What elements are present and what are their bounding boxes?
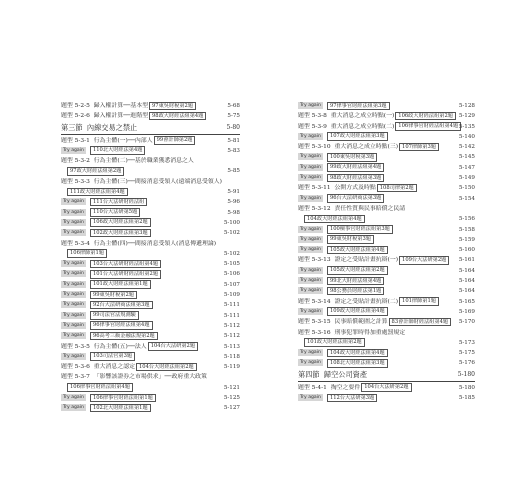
- topic-number: 題型 5-3-1: [61, 137, 90, 144]
- topic-title: 行為主體(一)──內部人: [93, 137, 153, 144]
- page-number: 5-175: [458, 350, 475, 357]
- topic-number: 題型 5-4-1: [298, 384, 327, 391]
- topic-number: 題型 5-3-10: [298, 144, 331, 151]
- entry-body: [61, 280, 151, 290]
- topic-number: 題型 5-3-16: [298, 329, 331, 336]
- entry-body: [61, 111, 206, 121]
- try-again-entry[interactable]: [298, 214, 475, 224]
- entry-body: [61, 177, 222, 187]
- section-number: 第四節: [298, 369, 320, 379]
- section-heading[interactable]: [298, 369, 475, 382]
- try-again-tag: Try again: [300, 350, 321, 356]
- page-number: 5-100: [223, 219, 240, 226]
- toc-entry[interactable]: [61, 101, 240, 111]
- section-title: 歸空公司資產: [323, 369, 368, 379]
- try-again-entry[interactable]: [61, 403, 240, 413]
- page-number: 5-160: [458, 247, 475, 254]
- topic-title: 民事賠償範圍之計算: [334, 319, 388, 326]
- exam-source-box: 104政大財經法組第4題: [327, 349, 388, 358]
- toc-entry[interactable]: [298, 204, 475, 214]
- exam-source-box: 112台大法研第3題: [327, 394, 377, 403]
- try-again-tag: Try again: [63, 302, 84, 308]
- entry-body: [61, 321, 153, 331]
- toc-entry[interactable]: [61, 372, 240, 382]
- page-number: 5-159: [458, 236, 475, 243]
- try-again-tag: Try again: [63, 219, 84, 225]
- page-number: 5-109: [223, 292, 240, 299]
- toc-entry[interactable]: [61, 177, 240, 187]
- page-number: 5-180: [458, 384, 475, 391]
- page-number: 5-68: [227, 103, 240, 109]
- topic-title: 證定之受貼計畫抗辯(二): [334, 298, 399, 305]
- topic-number: 題型 5-3-3: [61, 178, 90, 185]
- try-again-tag: Try again: [300, 267, 321, 273]
- try-again-entry[interactable]: [61, 290, 240, 300]
- exam-source-box: 83會計師財經法組第4題: [389, 318, 452, 327]
- entry-body: [61, 228, 151, 238]
- entry-body: [298, 163, 384, 173]
- exam-source-box: 111台大法研財經法組: [90, 198, 147, 207]
- page-number: 5-102: [223, 230, 240, 237]
- try-again-entry[interactable]: [298, 101, 475, 111]
- entry-body: [298, 142, 439, 152]
- try-again-entry[interactable]: [298, 307, 475, 317]
- entry-body: [298, 393, 377, 403]
- entry-body: [298, 122, 461, 132]
- try-again-tag: Try again: [63, 405, 84, 411]
- entry-body: [61, 101, 196, 111]
- page-number: 5-112: [223, 333, 240, 340]
- page-number: 5-107: [223, 281, 240, 288]
- topic-number: 題型 5-2-5: [61, 103, 90, 109]
- topic-title: 行為主體(四)──間接消息受領人(消息傳遞理論): [93, 240, 217, 247]
- try-again-entry[interactable]: [61, 300, 240, 310]
- try-again-tag: Try again: [63, 271, 84, 277]
- try-again-entry[interactable]: [298, 358, 475, 368]
- entry-body: [298, 173, 384, 183]
- page-number: 5-164: [458, 267, 475, 274]
- try-again-entry[interactable]: [61, 331, 240, 341]
- page-number: 5-129: [458, 113, 475, 120]
- try-again-entry[interactable]: [61, 228, 240, 238]
- entry-body: [298, 348, 388, 358]
- exam-source-box: 106律師第1題: [67, 249, 107, 258]
- page-number: 5-164: [458, 288, 475, 295]
- entry-body: [61, 300, 153, 310]
- page-number: 5-170: [458, 319, 475, 326]
- page-number: 5-140: [458, 133, 475, 140]
- toc-entry[interactable]: [298, 142, 475, 152]
- exam-source-box: 99司法官法規測驗: [90, 311, 139, 320]
- topic-number: 題型 5-3-12: [298, 205, 331, 212]
- try-again-entry[interactable]: [61, 187, 240, 197]
- try-again-tag: Try again: [300, 278, 321, 284]
- toc-entry[interactable]: [61, 111, 240, 121]
- try-again-tag: Try again: [63, 292, 84, 298]
- try-again-tag: Try again: [300, 195, 321, 201]
- try-again-entry[interactable]: [298, 338, 475, 348]
- exam-source-box: 99北大財經法組第4題: [327, 277, 384, 286]
- exam-source-box: 99東吳財稅第2題: [90, 291, 137, 300]
- topic-title: 證定之受貼計畫抗辯(一): [334, 257, 399, 264]
- exam-source-box: 100東吳財稅第3題: [327, 153, 377, 162]
- exam-source-box: 98政大財經法組第4題: [149, 112, 206, 121]
- topic-number: 題型 5-3-14: [298, 298, 331, 305]
- entry-body: [61, 393, 156, 403]
- exam-source-box: 104台大法研第2題: [361, 383, 411, 392]
- exam-source-box: 100檢事官財經法組第3題: [327, 225, 393, 234]
- exam-source-box: 99會計師第2題: [154, 136, 196, 145]
- exam-source-box: 110北大財經法第4題: [90, 146, 146, 155]
- toc-entry[interactable]: [298, 383, 475, 393]
- try-again-tag: Try again: [300, 103, 321, 108]
- topic-number: 題型 5-3-9: [298, 123, 327, 130]
- page-number: 5-154: [458, 195, 475, 202]
- entry-body: [304, 214, 365, 224]
- try-again-tag: Try again: [300, 226, 321, 232]
- exam-source-box: 108北大財經法組第3題: [327, 359, 388, 368]
- exam-source-box: 106律事官財經法組第4題: [395, 122, 461, 131]
- topic-title: 掏空之要件: [330, 384, 361, 391]
- exam-source-box: 102政大財經法組第3題: [90, 229, 151, 238]
- entry-body: [67, 249, 107, 259]
- topic-number: 題型 5-3-7: [61, 374, 90, 381]
- try-again-entry[interactable]: [61, 393, 240, 403]
- try-again-tag: Try again: [300, 247, 321, 253]
- try-again-entry[interactable]: [61, 352, 240, 362]
- toc-entry[interactable]: [61, 136, 240, 146]
- page-number: 5-80: [226, 123, 240, 131]
- exam-source-box: 104台大財經法組第2題: [136, 363, 197, 372]
- topic-number: 題型 5-3-15: [298, 319, 331, 326]
- entry-body: [298, 183, 417, 193]
- page-number: 5-75: [227, 113, 240, 120]
- page-number: 5-91: [227, 189, 240, 196]
- topic-title: 公開方式及時點: [334, 185, 376, 192]
- entry-body: [298, 255, 449, 265]
- try-again-entry[interactable]: [298, 173, 475, 183]
- page-number: 5-111: [223, 312, 240, 319]
- page-number: 5-127: [223, 405, 240, 412]
- entry-body: [298, 286, 384, 296]
- page-number: 5-142: [458, 144, 475, 151]
- entry-body: [298, 194, 384, 204]
- topic-number: 題型 5-3-13: [298, 257, 331, 264]
- entry-body: [61, 197, 147, 207]
- entry-body: [61, 218, 151, 228]
- entry-body: [298, 132, 388, 142]
- try-again-entry[interactable]: [61, 259, 240, 269]
- entry-body: [298, 317, 451, 327]
- topic-number: 題型 5-2-6: [61, 113, 90, 120]
- page-number: 5-185: [458, 395, 475, 402]
- exam-source-box: 98政大財經法組第3題: [327, 174, 384, 183]
- page-number: 5-102: [223, 250, 240, 257]
- try-again-tag: Try again: [63, 312, 84, 318]
- page-number: 5-119: [223, 364, 240, 371]
- toc-entry[interactable]: [61, 342, 240, 352]
- try-again-entry[interactable]: [61, 280, 240, 290]
- exam-source-box: 96律事官財經法組第4題: [90, 321, 153, 330]
- page-number: 5-113: [223, 343, 240, 350]
- toc-left-column: [61, 101, 240, 414]
- try-again-tag: Try again: [300, 308, 321, 314]
- page-number: 5-111: [223, 302, 240, 309]
- entry-body: [61, 122, 137, 134]
- exam-source-box: 103司法官第3題: [90, 352, 135, 361]
- entry-body: [61, 290, 137, 300]
- exam-source-box: 99政大財經法組第4題: [327, 163, 384, 172]
- topic-title: 歸入權計算──基本型: [93, 103, 148, 109]
- entry-body: [61, 239, 216, 249]
- exam-source-box: 105政大財經法組第2題: [327, 266, 388, 275]
- try-again-entry[interactable]: [298, 225, 475, 235]
- entry-body: [298, 383, 412, 393]
- entry-body: [304, 338, 365, 348]
- topic-title: 行為主體(五)──法人: [93, 343, 147, 350]
- topic-title: 歸入權計算──進階型: [93, 113, 148, 120]
- exam-source-box: 106政大財經法組第2題: [90, 218, 151, 227]
- topic-number: 題型 5-3-8: [298, 113, 327, 120]
- topic-title: 重大消息之成立時點(三): [334, 144, 399, 151]
- try-again-tag: Try again: [300, 133, 321, 139]
- page-number: 5-164: [458, 278, 475, 285]
- exam-source-box: 101政大財經法組第1題: [90, 280, 151, 289]
- entry-body: [67, 187, 128, 197]
- page-number: 5-156: [458, 216, 475, 223]
- toc-entry[interactable]: [298, 317, 475, 327]
- page-number: 5-173: [458, 339, 475, 346]
- section-title: 內線交易之禁止: [86, 122, 138, 132]
- try-again-entry[interactable]: [298, 393, 475, 403]
- entry-body: [298, 152, 377, 162]
- exam-source-box: 103台大法研財經法組第4題: [90, 260, 161, 269]
- exam-source-box: 101律師第1題: [399, 297, 439, 306]
- exam-source-box: 104台大法研第2題: [148, 342, 198, 351]
- try-again-entry[interactable]: [298, 348, 475, 358]
- page-number: 5-112: [223, 322, 240, 329]
- entry-body: [298, 111, 456, 121]
- page-number: 5-98: [227, 209, 240, 216]
- topic-number: 題型 5-3-5: [61, 343, 90, 350]
- toc-entry[interactable]: [61, 239, 240, 249]
- page-number: 5-161: [458, 257, 475, 264]
- exam-source-box: 97政大財經法組第2題: [67, 167, 124, 176]
- exam-source-box: 104政大財經法組第4題: [304, 215, 365, 224]
- exam-source-box: 96高考三級金融法規第2題: [90, 332, 158, 341]
- try-again-tag: Try again: [300, 360, 321, 366]
- try-again-tag: Try again: [63, 147, 84, 153]
- try-again-entry[interactable]: [298, 266, 475, 276]
- entry-body: [67, 383, 133, 393]
- try-again-entry[interactable]: [298, 276, 475, 286]
- try-again-tag: Try again: [63, 395, 84, 401]
- page-number: 5-81: [227, 137, 240, 144]
- try-again-tag: Try again: [300, 236, 321, 242]
- page-number: 5-125: [223, 395, 240, 402]
- topic-number: 題型 5-3-6: [61, 364, 90, 371]
- try-again-entry[interactable]: [298, 194, 475, 204]
- section-heading[interactable]: [61, 122, 240, 135]
- page-number: 5-169: [458, 308, 475, 315]
- exam-source-box: 106政大財經法組第2題: [395, 112, 456, 121]
- entry-body: [61, 269, 161, 279]
- try-again-entry[interactable]: [61, 218, 240, 228]
- page-number: 5-176: [458, 360, 475, 367]
- try-again-tag: Try again: [300, 164, 321, 170]
- page-number: 5-106: [223, 271, 240, 278]
- try-again-entry[interactable]: [61, 166, 240, 176]
- exam-source-box: 109政大財經法組第4題: [327, 307, 388, 316]
- page-number: 5-105: [223, 261, 240, 268]
- page-number: 5-158: [458, 226, 475, 233]
- entry-body: [61, 372, 207, 382]
- entry-body: [61, 259, 161, 269]
- try-again-entry[interactable]: [61, 197, 240, 207]
- exam-source-box: 108司律第2題: [377, 184, 417, 193]
- entry-body: [298, 297, 439, 307]
- try-again-entry[interactable]: [298, 235, 475, 245]
- exam-source-box: 92台大法研商法組第3題: [90, 301, 153, 310]
- page-number: 5-150: [458, 185, 475, 192]
- try-again-entry[interactable]: [298, 286, 475, 296]
- page-number: 5-180: [457, 370, 475, 378]
- page-number: 5-83: [227, 147, 240, 154]
- entry-body: [61, 311, 139, 321]
- try-again-tag: Try again: [300, 154, 321, 160]
- entry-body: [298, 101, 390, 111]
- entry-body: [298, 369, 367, 381]
- try-again-tag: Try again: [300, 395, 321, 401]
- try-again-entry[interactable]: [61, 146, 240, 156]
- exam-source-box: 101政大財經法組第2題: [304, 338, 365, 347]
- entry-body: [298, 328, 405, 338]
- topic-title: 行為主體(三)──間接消息受領人(遠端消息受領人): [93, 178, 222, 185]
- try-again-entry[interactable]: [298, 132, 475, 142]
- page-number: 5-135: [458, 123, 475, 130]
- try-again-tag: Try again: [63, 199, 84, 205]
- entry-body: [61, 136, 195, 146]
- toc-entry[interactable]: [298, 255, 475, 265]
- entry-body: [61, 403, 151, 413]
- try-again-entry[interactable]: [61, 383, 240, 393]
- topic-title: 刑事犯罪時得加重處罰規定: [334, 329, 406, 336]
- exam-source-box: 111政大財經法組第4題: [67, 188, 128, 197]
- try-again-tag: Try again: [63, 281, 84, 287]
- exam-source-box: 97律事官財經法組第3題: [327, 102, 390, 111]
- topic-number: 題型 5-3-11: [298, 185, 331, 192]
- toc-entry[interactable]: [298, 297, 475, 307]
- page-number: 5-145: [458, 154, 475, 161]
- try-again-tag: Try again: [300, 175, 321, 181]
- entry-body: [61, 352, 135, 362]
- try-again-tag: Try again: [63, 353, 84, 359]
- entry-body: [61, 342, 198, 352]
- topic-title: 重大消息之認定: [93, 364, 135, 371]
- exam-source-box: 106律事官財經法組第4題: [67, 383, 133, 392]
- entry-body: [67, 166, 124, 176]
- exam-source-box: 105政大財經法組第4題: [327, 246, 388, 255]
- try-again-entry[interactable]: [61, 249, 240, 259]
- exam-source-box: 96台大法研商法第3題: [327, 194, 384, 203]
- try-again-entry[interactable]: [61, 208, 240, 218]
- try-again-tag: Try again: [300, 288, 321, 294]
- exam-source-box: 107政大財經法組第3題: [327, 132, 388, 141]
- try-again-entry[interactable]: [298, 152, 475, 162]
- entry-body: [61, 208, 140, 218]
- entry-body: [298, 266, 388, 276]
- entry-body: [298, 307, 388, 317]
- topic-title: 「影響該證券之市場供求」──政府重大政策: [93, 374, 207, 381]
- topic-title: 責任性質與民事賠償之民請: [334, 205, 406, 212]
- entry-body: [298, 225, 393, 235]
- toc-entry[interactable]: [61, 362, 240, 372]
- page-number: 5-147: [458, 164, 475, 171]
- exam-source-box: 110台大法研第5題: [90, 208, 140, 217]
- entry-body: [61, 146, 145, 156]
- try-again-tag: Try again: [63, 261, 84, 267]
- try-again-entry[interactable]: [298, 163, 475, 173]
- topic-number: 題型 5-3-2: [61, 158, 90, 165]
- try-again-tag: Try again: [63, 230, 84, 236]
- page-number: 5-165: [458, 298, 475, 305]
- try-again-tag: Try again: [63, 322, 84, 328]
- exam-source-box: 109台大法研第2題: [399, 256, 449, 265]
- toc-entry[interactable]: [298, 122, 475, 132]
- toc-right-column: [298, 101, 475, 403]
- try-again-tag: Try again: [63, 209, 84, 215]
- section-number: 第三節: [61, 122, 83, 132]
- exam-source-box: 106律事官財經法組第1題: [90, 394, 156, 403]
- toc-entry[interactable]: [298, 183, 475, 193]
- exam-source-box: 107律師第3題: [399, 143, 439, 152]
- entry-body: [61, 362, 197, 372]
- page-number: 5-118: [223, 353, 240, 360]
- exam-source-box: 101台大法研財經法組第2題: [90, 270, 161, 279]
- page-number: 5-121: [223, 384, 240, 391]
- entry-body: [298, 358, 388, 368]
- exam-source-box: 98公務員財經法第1題: [327, 287, 384, 296]
- entry-body: [298, 204, 405, 214]
- exam-source-box: 97東吳財稅第2題: [149, 102, 196, 111]
- toc-entry[interactable]: [298, 111, 475, 121]
- try-again-entry[interactable]: [61, 311, 240, 321]
- toc-entry[interactable]: [298, 328, 475, 338]
- entry-body: [298, 276, 384, 286]
- try-again-entry[interactable]: [61, 269, 240, 279]
- topic-title: 重大消息之成立時點(二): [330, 123, 395, 130]
- page-number: 5-128: [458, 103, 475, 109]
- try-again-entry[interactable]: [298, 245, 475, 255]
- topic-title: 行為主體(二)──基於職業獲悉消息之人: [93, 158, 194, 165]
- entry-body: [298, 235, 374, 245]
- topic-number: 題型 5-3-4: [61, 240, 90, 247]
- page-number: 5-85: [227, 168, 240, 175]
- page-number: 5-149: [458, 175, 475, 182]
- entry-body: [61, 331, 158, 341]
- try-again-entry[interactable]: [61, 321, 240, 331]
- page-number: 5-96: [227, 199, 240, 206]
- toc-entry[interactable]: [61, 156, 240, 166]
- topic-title: 重大消息之成立時點(一): [330, 113, 395, 120]
- entry-body: [298, 245, 388, 255]
- try-again-tag: Try again: [63, 333, 84, 339]
- exam-source-box: 102北大財經法組第1題: [90, 404, 151, 413]
- entry-body: [61, 156, 194, 166]
- exam-source-box: 99東吳財稅第3題: [327, 235, 374, 244]
